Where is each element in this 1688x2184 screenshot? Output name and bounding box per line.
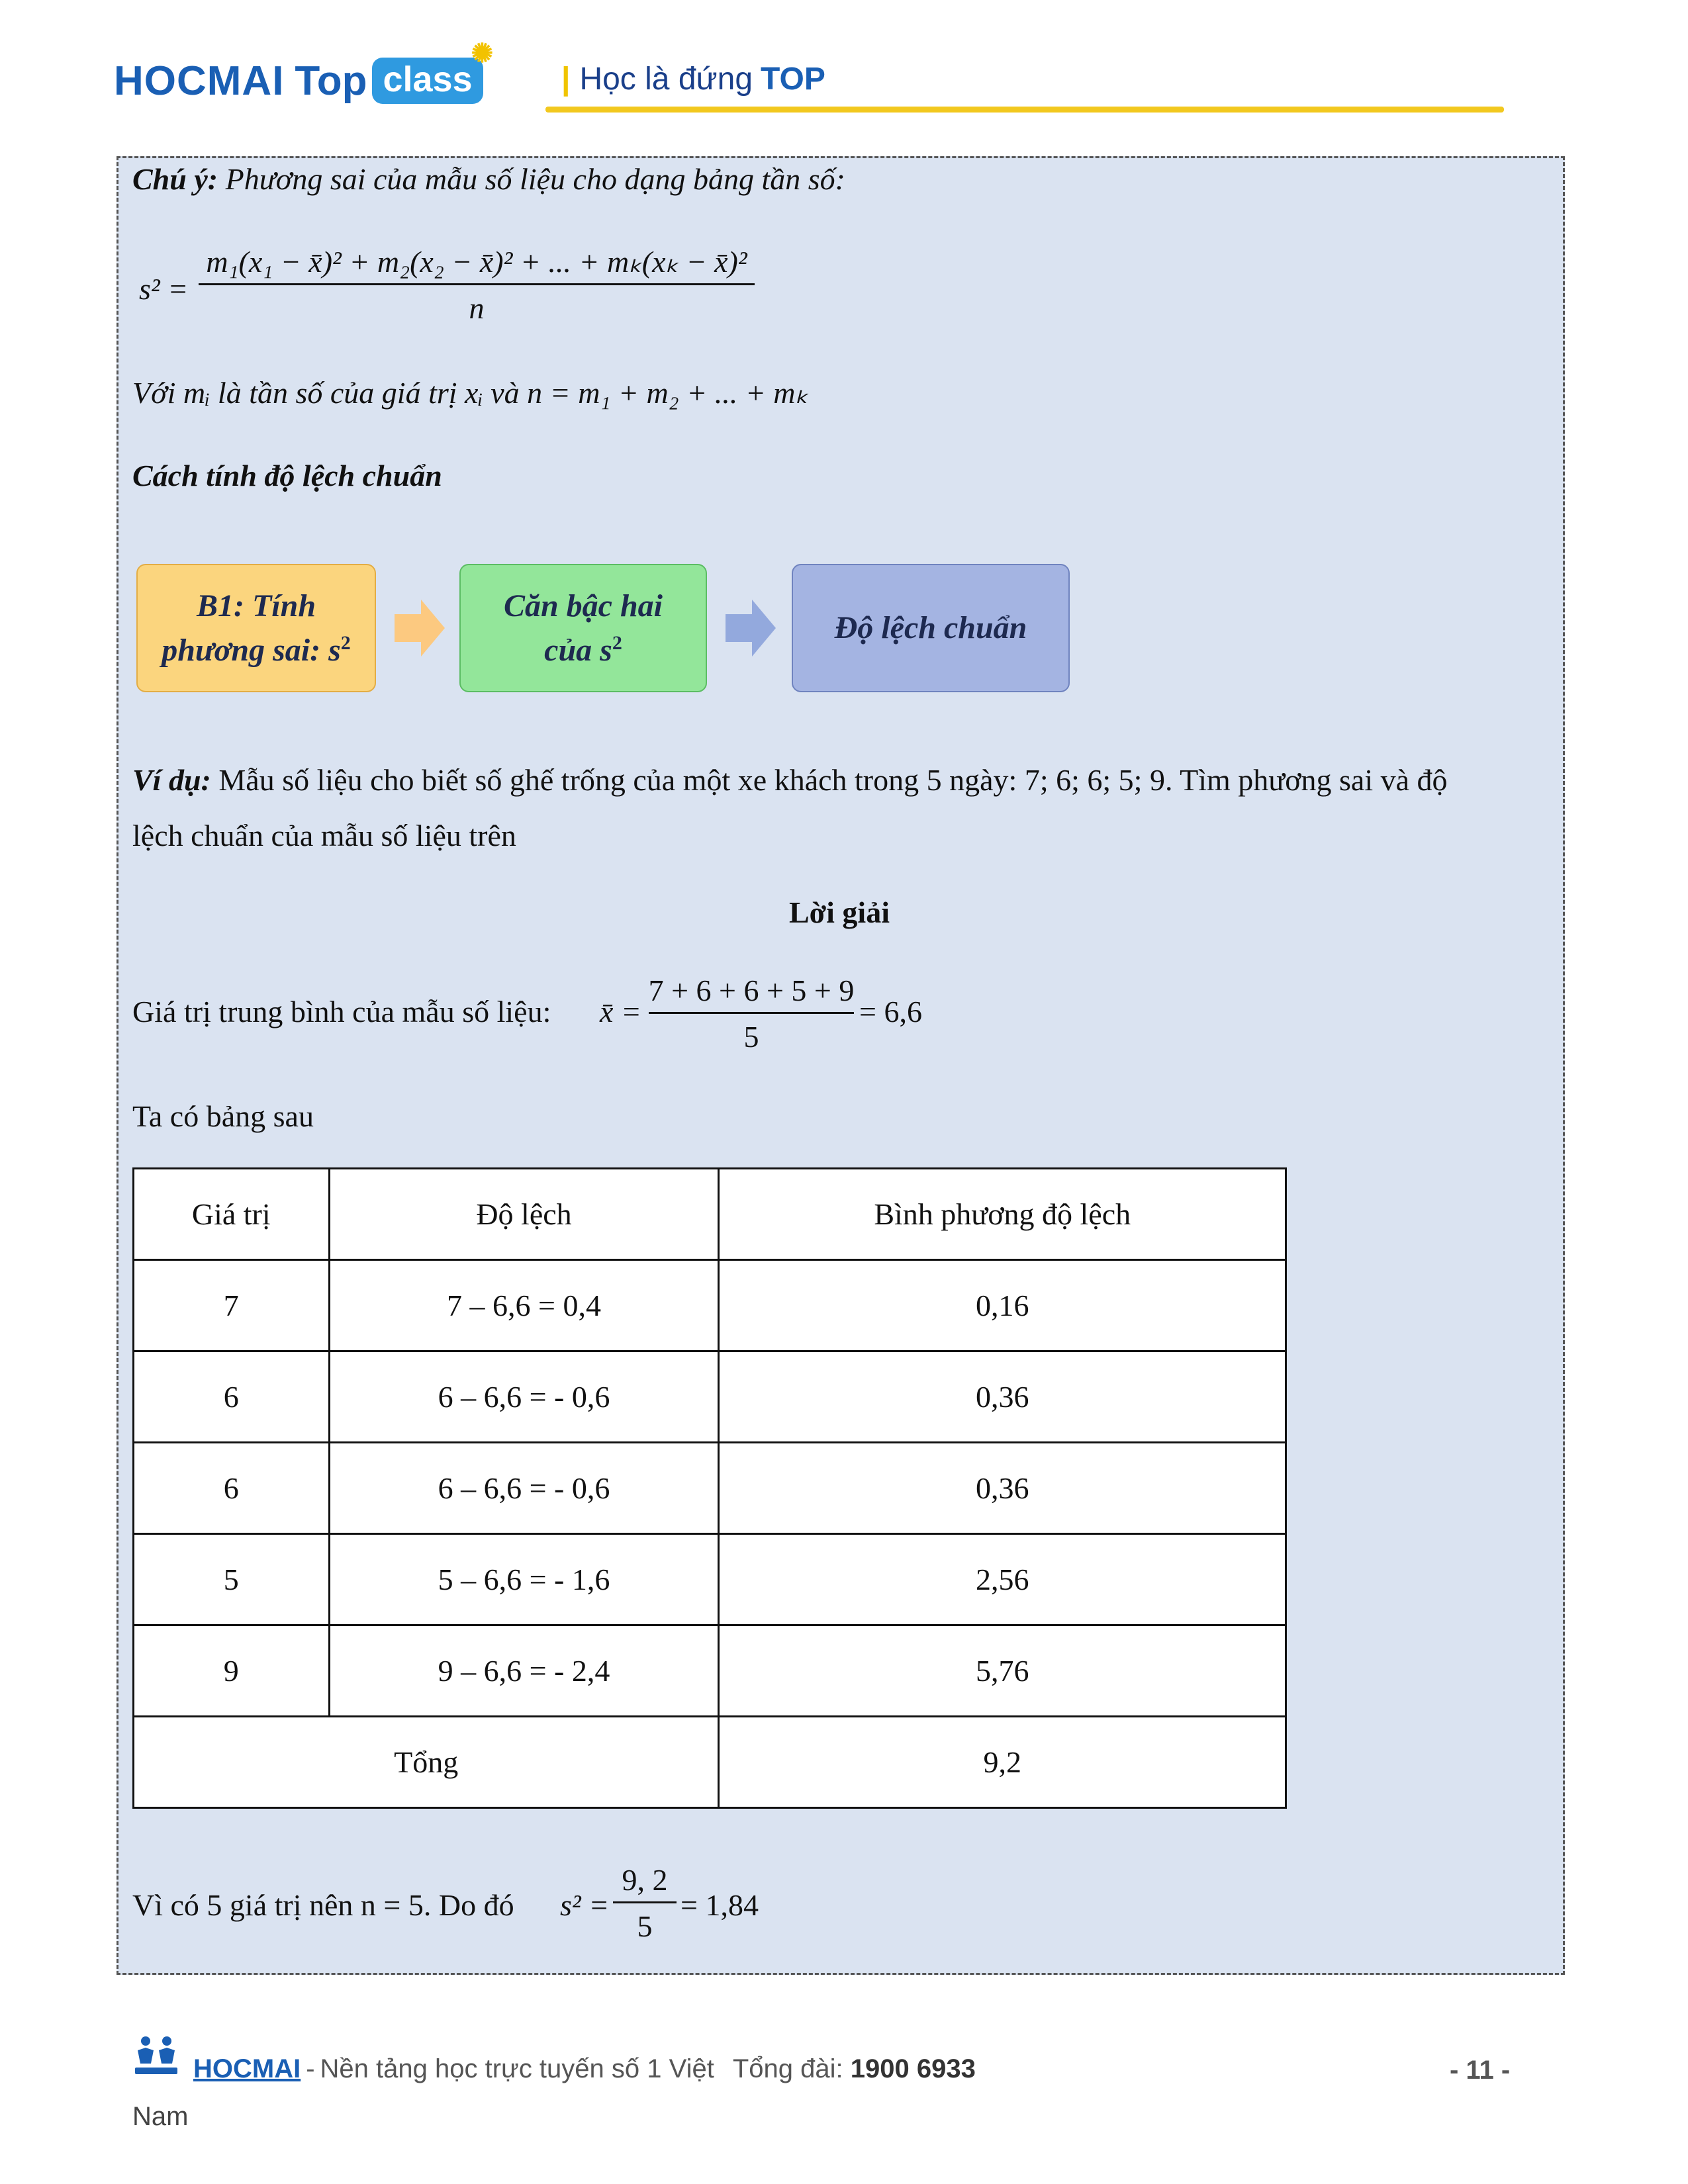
- footer-hotline-label: Tổng đài:: [732, 2054, 843, 2083]
- variance-lhs: s² =: [560, 1888, 610, 1922]
- variance-formula-denominator: n: [469, 291, 485, 325]
- note-line: [132, 161, 845, 197]
- page-number: - 11 -: [1450, 2056, 1511, 2085]
- variance-denominator: 5: [637, 1909, 653, 1943]
- variance-formula-numerator: m₁(x₁ − x̄)² + m₂(x₂ − x̄)² + ... + mₖ(xₖ − x̄)²: [206, 245, 747, 279]
- sun-icon: ✺: [471, 39, 494, 68]
- logo-class-text: class: [383, 60, 473, 99]
- table-cell: 5,76: [719, 1625, 1286, 1717]
- hocmai-topclass-logo: [114, 39, 494, 107]
- table-header-cell: Giá trị: [134, 1169, 330, 1260]
- table-cell: 5: [134, 1534, 330, 1625]
- where-text: Với mᵢ là tần số của giá trị xᵢ và n = m₁ + m₂ + ... + mₖ: [132, 376, 809, 410]
- note-label: Chú ý:: [132, 162, 218, 196]
- flow-step-sqrt: [459, 564, 707, 692]
- table-cell: 5 – 6,6 = - 1,6: [329, 1534, 719, 1625]
- table-cell: 7 – 6,6 = 0,4: [329, 1260, 719, 1351]
- table-cell: 9: [134, 1625, 330, 1717]
- variance-result: = 1,84: [680, 1888, 759, 1922]
- table-cell: 7: [134, 1260, 330, 1351]
- table-total-row: [134, 1717, 1286, 1808]
- footer-separator: -: [306, 2054, 315, 2083]
- conclusion-text: Vì có 5 giá trị nên n = 5. Do đó: [132, 1888, 514, 1922]
- table-cell: 0,16: [719, 1260, 1286, 1351]
- table-header-row: [134, 1169, 1286, 1260]
- table-row: [134, 1260, 1286, 1351]
- example-line1: [132, 762, 1448, 797]
- flow-step2-exponent: 2: [612, 631, 622, 654]
- table-header-cell: Bình phương độ lệch: [719, 1169, 1286, 1260]
- mean-text: Giá trị trung bình của mẫu số liệu:: [132, 995, 551, 1028]
- footer: [132, 2042, 976, 2095]
- arrow-right-icon: [726, 600, 776, 657]
- flow-step1-exponent: 2: [340, 631, 351, 654]
- slogan-bar: |: [561, 61, 571, 97]
- table-cell: 0,36: [719, 1443, 1286, 1534]
- table-header-cell: Độ lệch: [329, 1169, 719, 1260]
- table-cell: 6: [134, 1443, 330, 1534]
- arrow-right-icon: [395, 600, 445, 657]
- table-total-label: Tổng: [134, 1717, 719, 1808]
- table-row: [134, 1534, 1286, 1625]
- header-divider: [545, 107, 1504, 113]
- flow-step-variance: [136, 564, 376, 692]
- variance-formula-fraction: [199, 244, 755, 326]
- flow-step-std: [792, 564, 1070, 692]
- flow-step3-label: Độ lệch chuẩn: [834, 610, 1027, 645]
- table-cell: 6 – 6,6 = - 0,6: [329, 1351, 719, 1443]
- solution-title: Lời giải: [789, 895, 890, 929]
- table-cell: 6 – 6,6 = - 0,6: [329, 1443, 719, 1534]
- footer-tagline-continued: Nam: [132, 2102, 189, 2131]
- footer-hotline-number: 1900 6933: [850, 2054, 976, 2083]
- mean-result: = 6,6: [859, 995, 922, 1028]
- logo-class: [372, 39, 494, 104]
- flow-step1-line2: phương sai: s: [162, 632, 341, 668]
- logo-brand: HOCMAI: [114, 58, 285, 104]
- variance-fraction: [613, 1862, 677, 1944]
- flow-step2-line2: của s: [544, 632, 612, 668]
- table-row: [134, 1443, 1286, 1534]
- note-text: Phương sai của mẫu số liệu cho dạng bảng tần số:: [225, 162, 845, 196]
- example-label: Ví dụ:: [132, 763, 211, 797]
- table-cell: 2,56: [719, 1534, 1286, 1625]
- deviation-table: [132, 1167, 1287, 1809]
- table-cell: 9 – 6,6 = - 2,4: [329, 1625, 719, 1717]
- logo-top: Top: [295, 58, 367, 104]
- flow-step1-line1: B1: Tính: [196, 588, 316, 623]
- table-cell: 0,36: [719, 1351, 1286, 1443]
- flow-step2-line1: Căn bậc hai: [503, 588, 663, 623]
- mean-numerator: 7 + 6 + 6 + 5 + 9: [648, 974, 855, 1007]
- slogan-strong: TOP: [761, 61, 825, 97]
- variance-formula-lhs: s² =: [139, 272, 189, 306]
- mean-denominator: 5: [743, 1020, 759, 1054]
- slogan: [561, 56, 825, 102]
- footer-brand-link[interactable]: HOCMAI: [193, 2054, 301, 2083]
- mean-lhs: x̄ =: [600, 995, 641, 1028]
- table-cell: 6: [134, 1351, 330, 1443]
- table-total-value: 9,2: [719, 1717, 1286, 1808]
- table-row: [134, 1625, 1286, 1717]
- example-text-line1: Mẫu số liệu cho biết số ghế trống của một xe khách trong 5 ngày: 7; 6; 6; 5; 9. Tìm phương sai và độ: [218, 763, 1448, 797]
- example-text-line2: lệch chuẩn của mẫu số liệu trên: [132, 819, 516, 852]
- variance-numerator: 9, 2: [622, 1863, 668, 1897]
- slogan-text: Học là đứng: [579, 61, 753, 97]
- std-heading: Cách tính độ lệch chuẩn: [132, 459, 442, 492]
- mean-fraction: [649, 973, 854, 1054]
- table-row: [134, 1351, 1286, 1443]
- footer-tagline: Nền tảng học trực tuyến số 1 Việt: [320, 2054, 714, 2083]
- table-intro: Ta có bảng sau: [132, 1099, 314, 1133]
- footer-hotline: [733, 2054, 976, 2084]
